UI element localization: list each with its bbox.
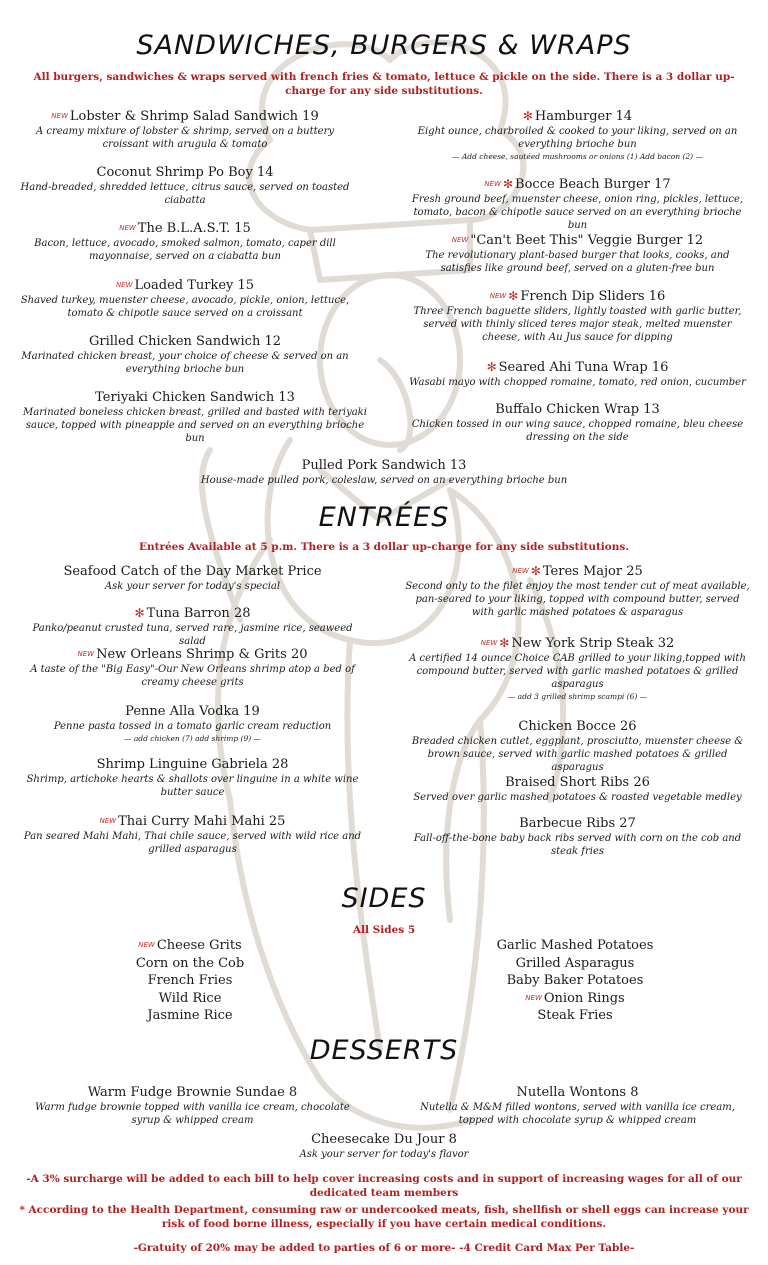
side-item: Steak Fries: [537, 1008, 613, 1023]
new-badge: NEW: [51, 112, 68, 120]
item-name: New York Strip Steak 32: [511, 636, 675, 651]
side-item: French Fries: [147, 973, 233, 988]
item-desc: Three French baguette sliders, lightly toasted with garlic butter, served with thinly sliced teres major steak, melted muenster cheese, with Au Jus sauce for dipping: [413, 306, 742, 343]
menu-item-penne-alla-vodka: [20, 703, 365, 744]
item-desc: A creamy mixture of lobster & shrimp, served on a buttery croissant with arugula & tomato: [35, 126, 335, 150]
item-desc: Shrimp, artichoke hearts & shallots over linguine in a white wine butter sauce: [26, 774, 359, 798]
new-badge: NEW: [451, 236, 469, 244]
menu-item-chicken-bocce: [405, 718, 750, 774]
item-name: Nutella Wontons 8: [516, 1085, 639, 1100]
section-title-entrees: ENTRÉES: [318, 502, 450, 533]
side-item: Wild Rice: [158, 990, 222, 1006]
new-badge: NEW: [119, 224, 136, 232]
menu-item-cheesecake: [184, 1131, 584, 1161]
item-desc: House-made pulled pork, coleslaw, served on an everything brioche bun: [200, 475, 568, 486]
new-badge: NEW: [489, 292, 507, 300]
item-desc: A taste of the "Big Easy"-Our New Orleans shrimp atop a bed of creamy cheese grits: [30, 664, 355, 688]
sides-left-list: [100, 937, 280, 1025]
item-desc: A certified 14 ounce Choice CAB grilled to your liking,topped with compound butter, served with garlic mashed potatoes & grilled asparagus: [409, 653, 746, 690]
new-badge: NEW: [512, 567, 529, 575]
item-name: Cheesecake Du Jour 8: [311, 1132, 457, 1147]
section-title-desserts: DESSERTS: [309, 1035, 459, 1066]
health-warning: * According to the Health Department, consuming raw or undercooked meats, fish, shellfish or shell eggs can increase your risk of food borne illness, especially if you have certain medical conditions.: [19, 1204, 749, 1230]
menu-item-blast: [20, 220, 350, 263]
new-badge: NEW: [77, 650, 95, 658]
menu-item-veggie-burger: [405, 232, 750, 275]
item-name: Barbecue Ribs 27: [519, 816, 636, 831]
item-name: Buffalo Chicken Wrap 13: [495, 402, 660, 417]
item-name: New Orleans Shrimp & Grits 20: [96, 647, 308, 662]
item-name: Seared Ahi Tuna Wrap 16: [498, 360, 669, 375]
menu-item-bocce-beach-burger: [405, 176, 750, 232]
section-title-sandwiches: SANDWICHES, BURGERS & WRAPS: [136, 30, 632, 61]
item-name: Warm Fudge Brownie Sundae 8: [87, 1085, 298, 1100]
item-name: Hamburger 14: [534, 109, 633, 124]
item-desc: Pan seared Mahi Mahi, Thai chile sauce, served with wild rice and grilled asparagus: [23, 831, 362, 855]
menu-item-short-ribs: [405, 774, 750, 804]
star-icon: ✻: [508, 289, 519, 303]
item-name: Chicken Bocce 26: [518, 719, 637, 734]
item-desc: Fall-off-the-bone baby back ribs served with corn on the cob and steak fries: [413, 833, 742, 857]
item-name: Coconut Shrimp Po Boy 14: [96, 165, 274, 180]
item-desc: Warm fudge brownie topped with vanilla ice cream, chocolate syrup & whipped cream: [35, 1102, 350, 1126]
new-badge: NEW: [115, 281, 133, 289]
item-name: Shrimp Linguine Gabriela 28: [96, 757, 289, 772]
new-badge: NEW: [480, 639, 498, 647]
item-desc: Chicken tossed in our wing sauce, chopped romaine, bleu cheese dressing on the side: [411, 419, 744, 443]
item-desc: Eight ounce, charbroiled & cooked to your liking, served on an everything brioche bun: [417, 126, 738, 150]
item-desc: Marinated boneless chicken breast, grilled and basted with teriyaki sauce, topped with pineapple and served on an everything brioche bun: [23, 407, 367, 444]
star-icon: ✻: [486, 360, 497, 374]
new-badge: NEW: [138, 941, 155, 949]
item-name: French Dip Sliders 16: [520, 289, 666, 304]
item-addon: — Add cheese, sautéed mushrooms or onions (1) Add bacon (2) —: [452, 152, 703, 161]
item-desc: Marinated chicken breast, your choice of cheese & served on an everything brioche bun: [21, 351, 349, 375]
menu-item-lobster-shrimp: [20, 108, 350, 151]
item-desc: Bacon, lettuce, avocado, smoked salmon, tomato, caper dill mayonnaise, served on a ciabatta bun: [34, 238, 336, 262]
sandwiches-note: All burgers, sandwiches & wraps served with french fries & tomato, lettuce & pickle on the side. There is a 3 dollar up-charge for any side substitutions.: [33, 71, 735, 97]
menu-item-nutella-wontons: [405, 1084, 750, 1127]
star-icon: ✻: [499, 636, 510, 650]
item-desc: Fresh ground beef, muenster cheese, onion ring, pickles, lettuce, tomato, bacon & chipotle sauce served on an everything brioche bun: [411, 194, 744, 231]
item-desc: Penne pasta tossed in a tomato garlic cream reduction: [53, 721, 332, 732]
item-name: Penne Alla Vodka 19: [125, 704, 260, 719]
sides-right-list: [480, 937, 670, 1025]
item-name: Tuna Barron 28: [146, 606, 251, 621]
item-desc: Nutella & M&M filled wontons, served with vanilla ice cream, topped with chocolate syrup & whipped cream: [420, 1102, 735, 1126]
menu-item-brownie-sundae: [20, 1084, 365, 1127]
new-badge: NEW: [484, 180, 501, 188]
menu-item-new-orleans-shrimp: [20, 646, 365, 689]
item-name: Seafood Catch of the Day Market Price: [63, 564, 322, 579]
menu-item-french-dip-sliders: [405, 288, 750, 344]
menu-item-hamburger: [405, 108, 750, 162]
surcharge-note: -A 3% surcharge will be added to each bill to help cover increasing costs and in support of increasing wages for all of our dedicated team members: [26, 1173, 742, 1199]
menu-item-grilled-chicken: [20, 333, 350, 376]
menu-item-teres-major: [405, 563, 750, 619]
item-desc: Panko/peanut crusted tuna, served rare, jasmine rice, seaweed salad: [32, 623, 353, 647]
menu-item-pulled-pork: [184, 457, 584, 487]
menu-item-ny-strip: [405, 635, 750, 702]
sides-note: All Sides 5: [352, 924, 416, 936]
item-name: Grilled Chicken Sandwich 12: [88, 334, 282, 349]
item-name: Thai Curry Mahi Mahi 25: [118, 814, 286, 829]
item-name: The B.L.A.S.T. 15: [137, 221, 251, 236]
item-name: Braised Short Ribs 26: [505, 775, 650, 790]
item-name: Lobster & Shrimp Salad Sandwich 19: [69, 109, 319, 124]
star-icon: ✻: [502, 177, 514, 191]
item-desc: Wasabi mayo with chopped romaine, tomato, red onion, cucumber: [409, 377, 746, 388]
item-name: Loaded Turkey 15: [134, 278, 255, 293]
item-addon: — add chicken (7) add shrimp (9) —: [123, 734, 262, 743]
item-desc: Hand-breaded, shredded lettuce, citrus sauce, served on toasted ciabatta: [20, 182, 350, 206]
item-desc: Breaded chicken cutlet, eggplant, prosciutto, muenster cheese & brown sauce, served with garlic mashed potatoes & grilled asparagus: [411, 736, 744, 773]
item-desc: Second only to the filet enjoy the most tender cut of meat available, pan-seared to your liking, topped with compound butter, served with garlic mashed potatoes & asparagus: [405, 581, 750, 618]
star-icon: ✻: [522, 109, 533, 123]
item-desc: The revolutionary plant-based burger that looks, cooks, and satisfies like ground beef, served on a gluten-free bun: [425, 250, 730, 274]
menu-item-shrimp-linguine: [20, 756, 365, 799]
item-name: Bocce Beach Burger 17: [515, 177, 671, 192]
menu-item-bbq-ribs: [405, 815, 750, 858]
item-desc: Served over garlic mashed potatoes & roasted vegetable medley: [413, 792, 742, 803]
item-addon: — add 3 grilled shrimp scampi (6) —: [507, 692, 648, 701]
side-item: Corn on the Cob: [135, 955, 245, 971]
item-name: "Can't Beet This" Veggie Burger 12: [470, 233, 704, 248]
side-item: Baby Baker Potatoes: [506, 973, 644, 988]
side-item: NEW Onion Rings: [525, 990, 625, 1006]
side-item: Jasmine Rice: [147, 1008, 233, 1023]
new-badge: NEW: [99, 817, 117, 825]
item-name: Teres Major 25: [542, 564, 643, 579]
menu-item-teriyaki-chicken: [20, 389, 370, 445]
entrees-note: Entrées Available at 5 p.m. There is a 3 dollar up-charge for any side substitutions.: [138, 541, 629, 553]
menu-item-loaded-turkey: [20, 277, 350, 320]
menu-item-ahi-tuna-wrap: [405, 359, 750, 389]
menu-item-seafood-catch: [20, 563, 365, 593]
side-item: Grilled Asparagus: [515, 955, 635, 971]
item-desc: Shaved turkey, muenster cheese, avocado, pickle, onion, lettuce, tomato & chipotle sauce served on a croissant: [20, 295, 350, 319]
menu-item-buffalo-chicken-wrap: [405, 401, 750, 444]
new-badge: NEW: [525, 993, 542, 1002]
star-icon: ✻: [530, 564, 541, 578]
item-desc: Ask your server for today's flavor: [299, 1149, 469, 1160]
menu-item-thai-curry-mahi: [20, 813, 365, 856]
gratuity-note: -Gratuity of 20% may be added to parties of 6 or more- -4 Credit Card Max Per Table-: [133, 1242, 635, 1254]
side-item: Garlic Mashed Potatoes: [496, 938, 654, 953]
menu-item-tuna-barron: [20, 605, 365, 648]
section-title-sides: SIDES: [341, 883, 427, 914]
item-name: Teriyaki Chicken Sandwich 13: [95, 390, 295, 405]
side-item: NEW Cheese Grits: [138, 938, 242, 953]
item-desc: Ask your server for today's special: [104, 581, 281, 592]
item-name: Pulled Pork Sandwich 13: [301, 458, 467, 473]
menu-item-coconut-shrimp: [20, 164, 350, 207]
star-icon: ✻: [134, 606, 145, 620]
